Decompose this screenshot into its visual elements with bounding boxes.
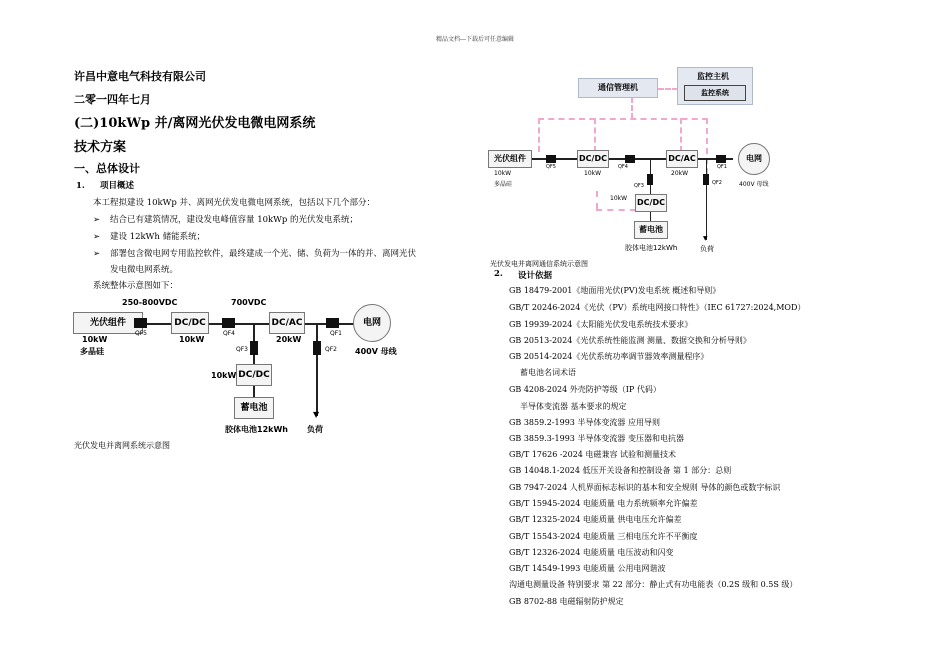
bullet-marker: ➢ [93,249,101,259]
date: 二零一四年七月 [74,93,151,106]
pv-type: 多晶硅 [494,181,513,188]
dcac-capacity: 20kW [276,335,302,344]
standard-item: GB 4208-2024 外壳防护等级（IP 代码） [509,385,661,394]
bus-label: 400V 母线 [739,181,769,188]
section-heading: 一、总体设计 [74,162,140,175]
breaker-qf5 [546,155,556,163]
monitor-system-box: 监控系统 [684,85,746,101]
pv-capacity: 10kW [82,335,108,344]
bullet-continuation: 发电微电网系统。 [110,265,179,275]
standard-item: 半导体变流器 基本要求的规定 [520,402,627,411]
breaker-label: QF1 [330,330,342,337]
breaker-label: QF4 [618,164,628,170]
standard-item: GB/T 14549-1993 电能质量 公用电网谐波 [509,564,666,573]
breaker-label: QF1 [717,164,727,170]
standard-item: GB/T 15945-2024 电能质量 电力系统频率允许偏差 [509,499,698,508]
battery-box: 蓄电池 [234,397,274,419]
standard-item: GB 3859.2-1993 半导体变流器 应用导则 [509,418,660,427]
dcac-box: DC/AC [666,150,698,168]
company-name: 许昌中意电气科技有限公司 [74,70,206,83]
standard-item: GB/T 12326-2024 电能质量 电压波动和闪变 [509,548,674,557]
dcdc-box: DC/DC [577,150,609,168]
load-arrow-icon: ▼ [703,235,708,242]
standard-item: GB 19939-2024《太阳能光伏发电系统技术要求》 [509,320,693,329]
comm-drop-line [594,118,596,152]
breaker-qf1 [716,155,726,163]
grid-circle: 电网 [738,143,770,175]
comm-drop-line [596,191,598,209]
doc-title: (二)10kWp 并/离网光伏发电微电网系统 [74,116,316,131]
standard-item: GB/T 12325-2024 电能质量 供电电压允许偏差 [509,515,682,524]
comm-manager-box: 通信管理机 [578,78,658,98]
monitor-host-label: 监控主机 [697,72,729,81]
dcdc-capacity: 10kW [179,335,205,344]
doc-subtitle: 技术方案 [74,140,127,155]
breaker-qf2 [313,341,321,355]
breaker-label: QF2 [712,180,722,186]
standard-item: 蓄电池名词术语 [520,368,576,377]
item1-title: 项目概述 [100,181,135,191]
comm-drop-line [680,118,682,152]
diagram-intro: 系统整体示意图如下： [93,281,179,291]
dcdc2-box: DC/DC [236,364,272,386]
standard-item: GB 18479-2001《地面用光伏(PV)发电系统 概述和导则》 [509,286,721,295]
breaker-label: QF3 [236,346,248,353]
pv-type: 多晶硅 [80,347,104,356]
dcdc2-capacity: 10kW [610,195,628,202]
pv-module-box: 光伏组件 [73,312,143,334]
dcdc2-box: DC/DC [635,194,667,212]
breaker-label: QF5 [546,164,556,170]
item2-number: 2. [494,269,503,279]
item1-number: 1. [76,181,85,191]
bullet-marker: ➢ [93,215,101,225]
dcdc-box: DC/DC [171,312,209,334]
standard-item: GB 14048.1-2024 低压开关设备和控制设备 第 1 部分：总则 [509,466,732,475]
load-label: 负荷 [700,245,714,253]
bullet-item: 部署包含微电网专用监控软件，最终建成一个光、储、负荷为一体的并、离网光伏 [110,249,417,259]
load-branch-line [706,160,707,240]
standard-item: GB/T 20246-2024《光伏（PV）系统电网接口特性》（IEC 61727:2024,MOD） [509,303,806,312]
dcdc2-capacity: 10kW [211,371,237,380]
bullet-item: 结合已有建筑情况，建设发电峰值容量 10kWp 的光伏发电系统； [110,215,359,225]
pv-capacity: 10kW [494,170,512,177]
bus-label: 400V 母线 [355,347,397,356]
grid-circle: 电网 [353,304,391,342]
breaker-qf5 [134,318,147,328]
breaker-label: QF3 [634,183,644,189]
battery-label: 胶体电池12kWh [625,244,678,252]
breaker-qf1 [326,318,339,328]
standard-item: GB 7947-2024 人机界面标志标识的基本和安全规则 导体的颜色或数字标识 [509,483,781,492]
breaker-label: QF5 [135,330,147,337]
standard-item: GB 20513-2024《光伏系统性能监测 测量、数据交换和分析导则》 [509,336,751,345]
load-branch-line [316,324,318,416]
dcac-capacity: 20kW [671,170,689,177]
comm-drop-line [538,118,540,152]
comm-link-line [596,209,636,211]
standard-item: GB 3859.3-1993 半导体变流器 变压器和电抗器 [509,434,684,443]
breaker-label: QF4 [223,330,235,337]
standard-item: 沟通电测量设备 特别要求 第 22 部分：静止式有功电能表（0.2S 级和 0.5S 级） [509,580,798,589]
comm-link-line [631,97,633,119]
item2-title: 设计依据 [518,271,553,281]
dcdc-capacity: 10kW [584,170,602,177]
intro-text: 本工程拟建设 10kWp 并、离网光伏发电微电网系统，包括以下几个部分： [93,198,376,208]
bullet-item: 建设 12kWh 储能系统； [110,232,206,242]
bullet-marker: ➢ [93,232,101,242]
comm-link-line [658,88,678,90]
comm-diagram-caption: 光伏发电并离网通信系统示意图 [490,260,588,268]
standard-item: GB/T 17626 -2024 电磁兼容 试验和测量技术 [509,450,676,459]
comm-bus-line [538,118,708,120]
voltage-label: 700VDC [231,298,267,307]
breaker-qf4 [625,155,635,163]
standard-item: GB 8702-88 电磁辐射防护规定 [509,597,624,606]
load-label: 负荷 [307,425,323,434]
breaker-qf2 [703,174,709,185]
standard-item: GB/T 15543-2024 电能质量 三相电压允许不平衡度 [509,532,698,541]
breaker-qf4 [222,318,235,328]
voltage-label: 250-800VDC [122,298,178,307]
battery-box: 蓄电池 [634,221,668,239]
standard-item: GB 20514-2024《光伏系统功率调节器效率测量程序》 [509,352,709,361]
diagram-caption: 光伏发电并离网系统示意图 [74,441,170,450]
pv-module-box: 光伏组件 [488,150,532,168]
load-arrow-icon: ▼ [313,410,320,419]
breaker-qf3 [250,341,258,355]
battery-label: 胶体电池12kWh [225,425,288,434]
page-header: 精品文档---下载后可任意编辑 [435,36,515,43]
breaker-label: QF2 [325,346,337,353]
breaker-qf3 [647,174,653,185]
dcac-box: DC/AC [269,312,305,334]
